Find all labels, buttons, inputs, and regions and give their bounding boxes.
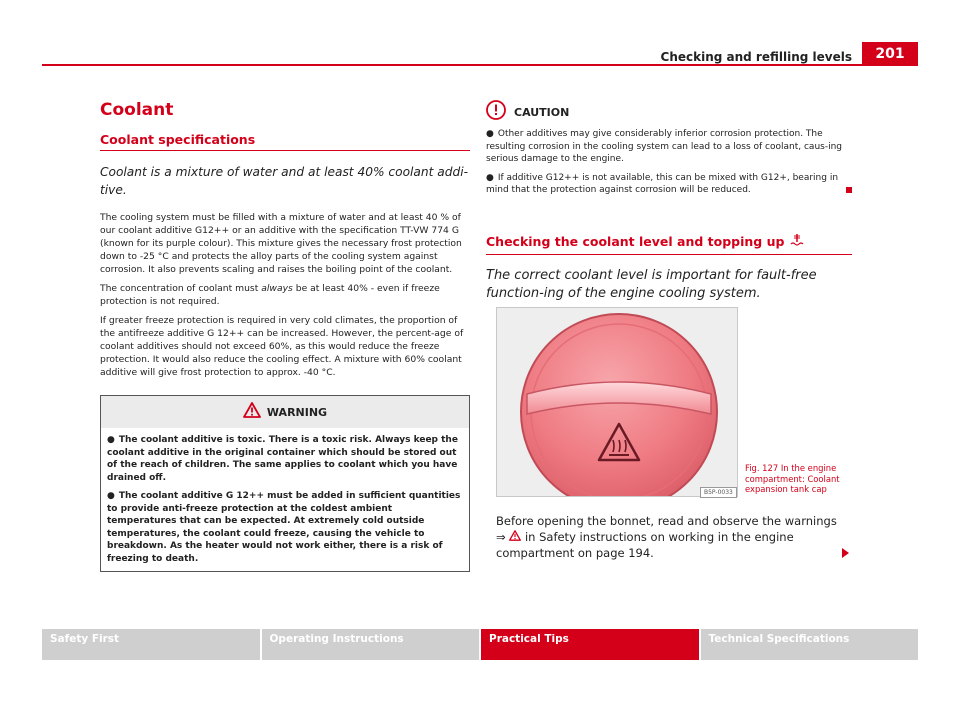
caution-circle-icon bbox=[486, 100, 506, 124]
caution-item: ● Other additives may give considerably inferior corrosion protection. The resulting corrosion in the cooling system can lead to a loss of coolant, caus-ing serious damage to the engine. bbox=[486, 129, 843, 164]
warning-box bbox=[100, 395, 470, 572]
caution-header bbox=[486, 100, 852, 124]
lead-text: The correct coolant level is important for fault-free function-ing of the engine cooling system. bbox=[486, 267, 817, 301]
warning-header bbox=[101, 396, 469, 428]
tab-technical-specifications[interactable]: Technical Specifications bbox=[701, 629, 919, 660]
paragraph: The cooling system must be filled with a mixture of water and at least 40 % of our coolant additive G12++ or an additive with the specification TT-VW 774 G (known for its purple colour). This mixture gives the necessary frost protection down to -25 °C and protects the alloy parts of the cooling system against corrosion. It also prevents scaling and raises the boiling point of the coolant. bbox=[100, 212, 462, 275]
caution-item: ● If additive G12++ is not available, this can be mixed with G12+, bearing in mind that the protection against corrosion will be reduced. bbox=[486, 172, 852, 197]
right-column bbox=[486, 100, 852, 315]
figure-code: B5P-0033 bbox=[700, 487, 737, 498]
warning-item: ● The coolant additive G 12++ must be added in sufficient quantities to provide anti-freeze protection at the coldest ambient temperatures that can be expected. At extremely cold outside temperatures, the coolant could freeze, causing the vehicle to breakdown. As the heater would not work either, there is a risk of freezing to death. bbox=[107, 491, 461, 564]
running-header-title: Checking and refilling levels bbox=[660, 50, 852, 64]
subsection-heading: Checking the coolant level and topping up bbox=[486, 233, 852, 255]
chapter-tabs bbox=[42, 629, 918, 660]
section-heading: Coolant bbox=[100, 100, 174, 120]
section-end-marker bbox=[846, 187, 852, 193]
continue-arrow-icon bbox=[842, 548, 849, 558]
warning-item: ● The coolant additive is toxic. There is a toxic risk. Always keep the coolant additive in the original container which should be stored out of the reach of children. The same applies to coolant which you have drained off. bbox=[107, 435, 458, 483]
caution-title: CAUTION bbox=[514, 105, 570, 119]
subsection-heading: Coolant specifications bbox=[100, 132, 470, 151]
left-column bbox=[100, 100, 470, 572]
emphasis: always bbox=[261, 283, 293, 294]
page-number: 201 bbox=[862, 42, 918, 66]
figure-caption: Fig. 127 In the engine compartment: Coolant expansion tank cap bbox=[745, 463, 840, 494]
lead-text: Coolant is a mixture of water and at least 40% coolant addi-tive. bbox=[100, 165, 468, 197]
paragraph: The concentration of coolant must always be at least 40% - even if freeze protection is not required. bbox=[100, 283, 440, 307]
coolant-cap-figure bbox=[496, 307, 738, 497]
header-rule bbox=[42, 64, 918, 66]
paragraph: Before opening the bonnet, read and observe the warnings ⇒ in Safety instructions on working in the engine compartment on page 194. bbox=[496, 514, 837, 560]
warning-triangle-icon bbox=[509, 530, 521, 544]
warning-triangle-icon bbox=[243, 402, 261, 422]
warning-title: WARNING bbox=[266, 405, 328, 419]
tab-operating-instructions[interactable]: Operating Instructions bbox=[262, 629, 480, 660]
expansion-tank-cap-illustration bbox=[497, 308, 738, 497]
paragraph: If greater freeze protection is required in very cold climates, the proportion of the antifreeze additive G 12++ can be increased. However, the percent-age of coolant additives should not exceed 60%, as this would reduce the freeze protection. It would also reduce the cooling effect. A mixture with 60% coolant additive will give frost protection to approx. -40 °C. bbox=[100, 315, 464, 378]
warning-body bbox=[101, 428, 469, 571]
coolant-symbol-icon bbox=[790, 233, 804, 250]
tab-safety-first[interactable]: Safety First bbox=[42, 629, 260, 660]
tab-practical-tips[interactable]: Practical Tips bbox=[481, 629, 699, 660]
